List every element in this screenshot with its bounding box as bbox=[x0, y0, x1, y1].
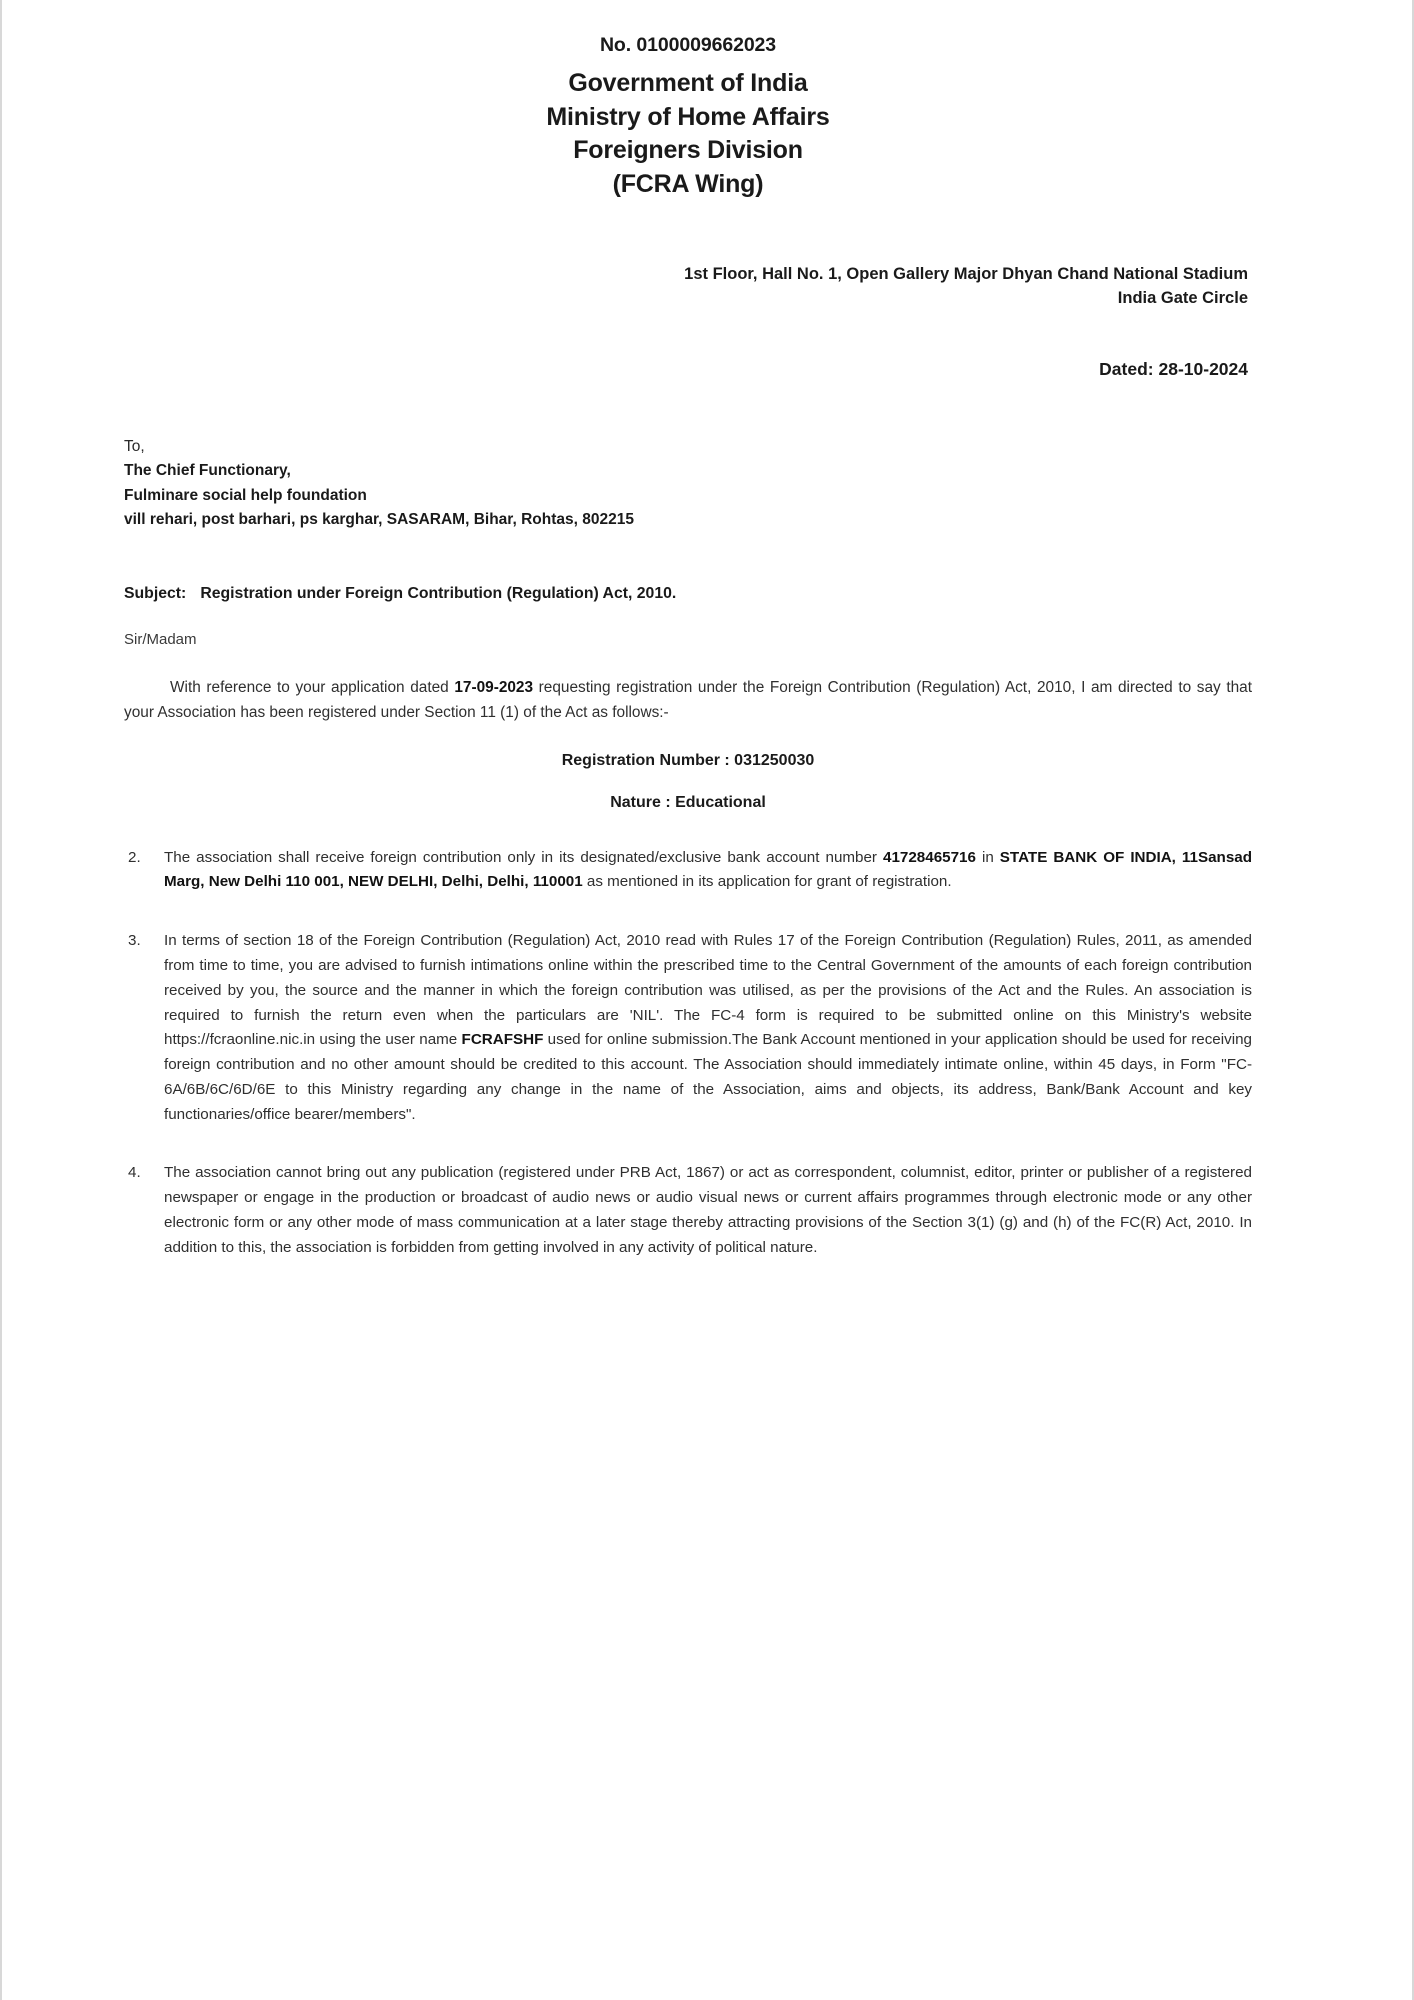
clause-2 bbox=[124, 846, 1252, 896]
clause-2-number: 2. bbox=[128, 848, 141, 866]
bank-account-number: 41728465716 bbox=[883, 848, 976, 866]
org-line-government: Government of India bbox=[568, 69, 808, 97]
letter-date: Dated: 28-10-2024 bbox=[1099, 358, 1248, 379]
org-line-ministry: Ministry of Home Affairs bbox=[546, 102, 830, 131]
nature-line: Nature : Educational bbox=[610, 793, 766, 811]
clause-4-text: The association cannot bring out any publication (registered under PRB Act, 1867) or act as correspondent, columnist, editor, printer or publisher of a registered newspaper or engage in the production or broadcast of audio news or audio visual news or current affairs programmes through electronic mode or any other electronic form or any other mode of mass communication at a later stage thereby attracting provisions of the Section 3(1) (g) and (h) of the FC(R) Act, 2010. In addition to this, the association is forbidden from getting involved in any activity of political nature. bbox=[164, 1164, 1252, 1256]
online-user-name: FCRAFSHF bbox=[461, 1031, 544, 1049]
subject-text: Registration under Foreign Contribution (Regulation) Act, 2010. bbox=[200, 584, 677, 602]
intro-paragraph bbox=[124, 676, 1252, 726]
recipient-block bbox=[124, 435, 1252, 533]
recipient-designation: The Chief Functionary, bbox=[124, 462, 291, 480]
intro-text-part-2: requesting registration under the Foreign Contribution (Regulation) Act, 2010, I am directed to say that your Association has been registered under Section 11 (1) of the Act as follows:- bbox=[124, 678, 1252, 721]
office-address-line-1: 1st Floor, Hall No. 1, Open Gallery Major Dhyan Chand National Stadium bbox=[684, 265, 1248, 283]
salutation: Sir/Madam bbox=[124, 630, 197, 648]
clause-2-part-1: The association shall receive foreign contribution only in its designated/exclusive bank account number bbox=[164, 848, 884, 866]
intro-text-part-1: With reference to your application dated bbox=[170, 678, 455, 696]
recipient-to-label: To, bbox=[124, 437, 145, 455]
clause-2-part-2: in bbox=[975, 848, 1000, 866]
bank-name-and-address: STATE BANK OF INDIA, 11Sansad Marg, New Delhi 110 001, NEW DELHI, Delhi, Delhi, 110001 bbox=[164, 848, 1252, 891]
clause-3-part-2: used for online submission.The Bank Account mentioned in your application should be used for receiving foreign contribution and no other amount should be credited to this account. The Association should immediately intimate online, within 45 days, in Form "FC-6A/6B/6C/6D/6E to this Ministry regarding any change in the name of the Association, aims and objects, its address, Bank/Bank Account and key functionaries/office bearer/members". bbox=[164, 1031, 1252, 1123]
office-address-line-2: India Gate Circle bbox=[1117, 288, 1248, 307]
clause-2-text bbox=[164, 846, 1252, 896]
document-number: No. 0100009662023 bbox=[599, 34, 777, 56]
recipient-organisation: Fulminare social help foundation bbox=[124, 486, 367, 504]
clause-3 bbox=[124, 929, 1252, 1127]
subject-label: Subject: bbox=[124, 584, 187, 602]
recipient-address: vill rehari, post barhari, ps karghar, SASARAM, Bihar, Rohtas, 802215 bbox=[124, 511, 634, 529]
clause-4 bbox=[124, 1161, 1252, 1260]
clause-3-number: 3. bbox=[128, 932, 141, 950]
office-address bbox=[124, 263, 1252, 311]
bottom-spacer bbox=[124, 1260, 1252, 1300]
org-line-wing: (FCRA Wing) bbox=[612, 169, 764, 198]
clause-3-part-1: In terms of section 18 of the Foreign Contribution (Regulation) Act, 2010 read with Rules 17 of the Foreign Contribution (Regulation) Rules, 2011, as amended from time to time, you are advised to furnish intimations online within the prescribed time to the Central Government of the amounts of each foreign contribution received by you, the source and the manner in which the foreign contribution was utilised, as per the provisions of the Act and the Rules. An association is required to furnish the return even when the particulars are 'NIL'. The FC-4 form is required to be submitted online on this Ministry's website https://fcraonline.nic.in using the user name bbox=[164, 932, 1252, 1049]
subject-line bbox=[124, 585, 1252, 603]
application-date: 17-09-2023 bbox=[454, 678, 534, 696]
clause-3-text bbox=[164, 929, 1252, 1127]
organisation-heading bbox=[124, 67, 1252, 201]
clause-2-part-3: as mentioned in its application for grant of registration. bbox=[582, 873, 952, 891]
clause-4-number: 4. bbox=[128, 1164, 141, 1182]
registration-number-line: Registration Number : 031250030 bbox=[561, 751, 815, 769]
org-line-division: Foreigners Division bbox=[573, 136, 803, 164]
